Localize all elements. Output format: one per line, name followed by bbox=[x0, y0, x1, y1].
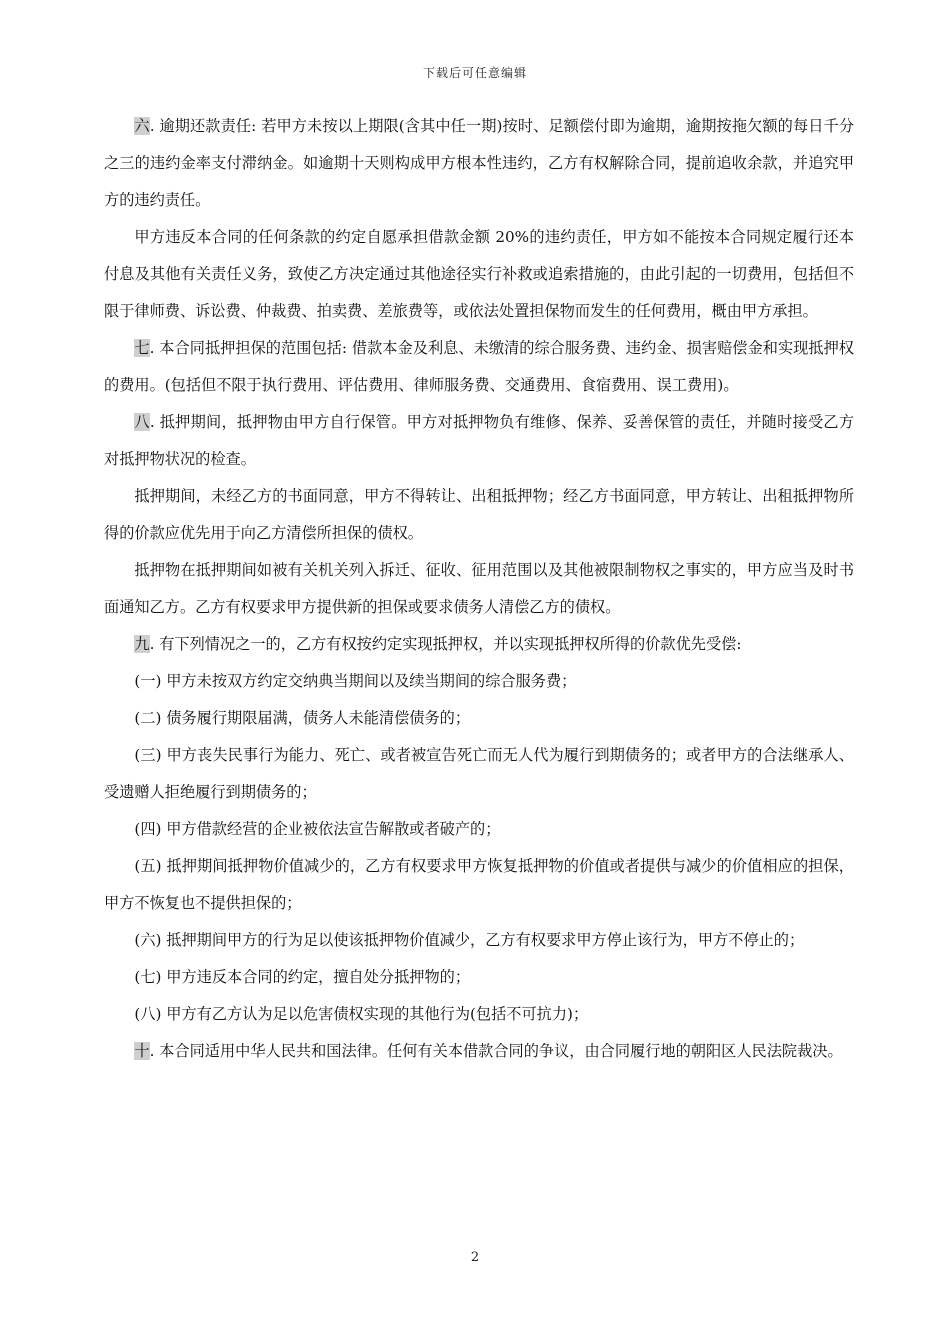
clause-10-number: 十 bbox=[134, 1042, 150, 1060]
clause-8-paragraph-2: 抵押期间，未经乙方的书面同意，甲方不得转让、出租抵押物；经乙方书面同意，甲方转让、出租抵押物所得的价款应优先用于向乙方清偿所担保的债权。 bbox=[104, 487, 854, 542]
clause-9-item: (六) 抵押期间甲方的行为足以使该抵押物价值减少，乙方有权要求甲方停止该行为，甲方不停止的； bbox=[134, 931, 805, 949]
clause-6-number: 六 bbox=[134, 117, 150, 135]
clause-9-item: (七) 甲方违反本合同的约定，擅自处分抵押物的； bbox=[134, 968, 471, 986]
document-body bbox=[104, 108, 854, 1070]
clause-9-number: 九 bbox=[134, 635, 150, 653]
clause-6-text: . 逾期还款责任: 若甲方未按以上期限(含其中任一期)按时、足额偿付即为逾期，逾期按拖欠额的每日千分之三的违约金率支付滞纳金。如逾期十天则构成甲方根本性违约，乙方有权解除合同，提前追收余款，并追究甲方的违约责任。 bbox=[104, 117, 855, 209]
clause-9-item: (二) 债务履行期限届满，债务人未能清偿债务的； bbox=[134, 709, 471, 727]
page-header: 下载后可任意编辑 bbox=[422, 66, 527, 80]
clause-6 bbox=[104, 108, 854, 219]
clause-9-item: (一) 甲方未按双方约定交纳典当期间以及续当期间的综合服务费； bbox=[134, 672, 577, 690]
clause-10 bbox=[104, 1033, 854, 1070]
page-number: 2 bbox=[470, 1250, 480, 1265]
clause-7 bbox=[104, 330, 854, 404]
clause-9-text: . 有下列情况之一的，乙方有权按约定实现抵押权，并以实现抵押权所得的价款优先受偿: bbox=[149, 635, 742, 653]
clause-9-item: (五) 抵押期间抵押物价值减少的，乙方有权要求甲方恢复抵押物的价值或者提供与减少的价值相应的担保，甲方不恢复也不提供担保的； bbox=[104, 857, 854, 912]
clause-6-paragraph-2: 甲方违反本合同的任何条款的约定自愿承担借款金额 20%的违约责任，甲方如不能按本合同规定履行还本付息及其他有关责任义务，致使乙方决定通过其他途径实行补救或追索措施的，由此引起的一切费用，包括但不限于律师费、诉讼费、仲裁费、拍卖费、差旅费等，或依法处置担保物而发生的任何费用，概由甲方承担。 bbox=[104, 228, 854, 320]
clause-10-text: . 本合同适用中华人民共和国法律。任何有关本借款合同的争议，由合同履行地的朝阳区人民法院裁决。 bbox=[149, 1042, 843, 1060]
clause-9-item: (四) 甲方借款经营的企业被依法宣告解散或者破产的； bbox=[134, 820, 501, 838]
clause-8-text: . 抵押期间，抵押物由甲方自行保管。甲方对抵押物负有维修、保养、妥善保管的责任，并随时接受乙方对抵押物状况的检查。 bbox=[104, 413, 855, 468]
clause-9-item: (三) 甲方丧失民事行为能力、死亡、或者被宣告死亡而无人代为履行到期债务的；或者甲方的合法继承人、受遗赠人拒绝履行到期债务的； bbox=[104, 746, 854, 801]
clause-7-text: . 本合同抵押担保的范围包括: 借款本金及利息、未缴清的综合服务费、违约金、损害赔偿金和实现抵押权的费用。(包括但不限于执行费用、评估费用、律师服务费、交通费用、食宿费用、误工费用)。 bbox=[104, 339, 854, 394]
clause-8-number: 八 bbox=[134, 413, 150, 431]
clause-9-item: (八) 甲方有乙方认为足以危害债权实现的其他行为(包括不可抗力)； bbox=[134, 1005, 589, 1023]
clause-8 bbox=[104, 404, 854, 478]
clause-9 bbox=[104, 626, 854, 663]
clause-8-paragraph-3: 抵押物在抵押期间如被有关机关列入拆迁、征收、征用范围以及其他被限制物权之事实的，甲方应当及时书面通知乙方。乙方有权要求甲方提供新的担保或要求债务人清偿乙方的债权。 bbox=[104, 561, 854, 616]
clause-7-number: 七 bbox=[134, 339, 150, 357]
